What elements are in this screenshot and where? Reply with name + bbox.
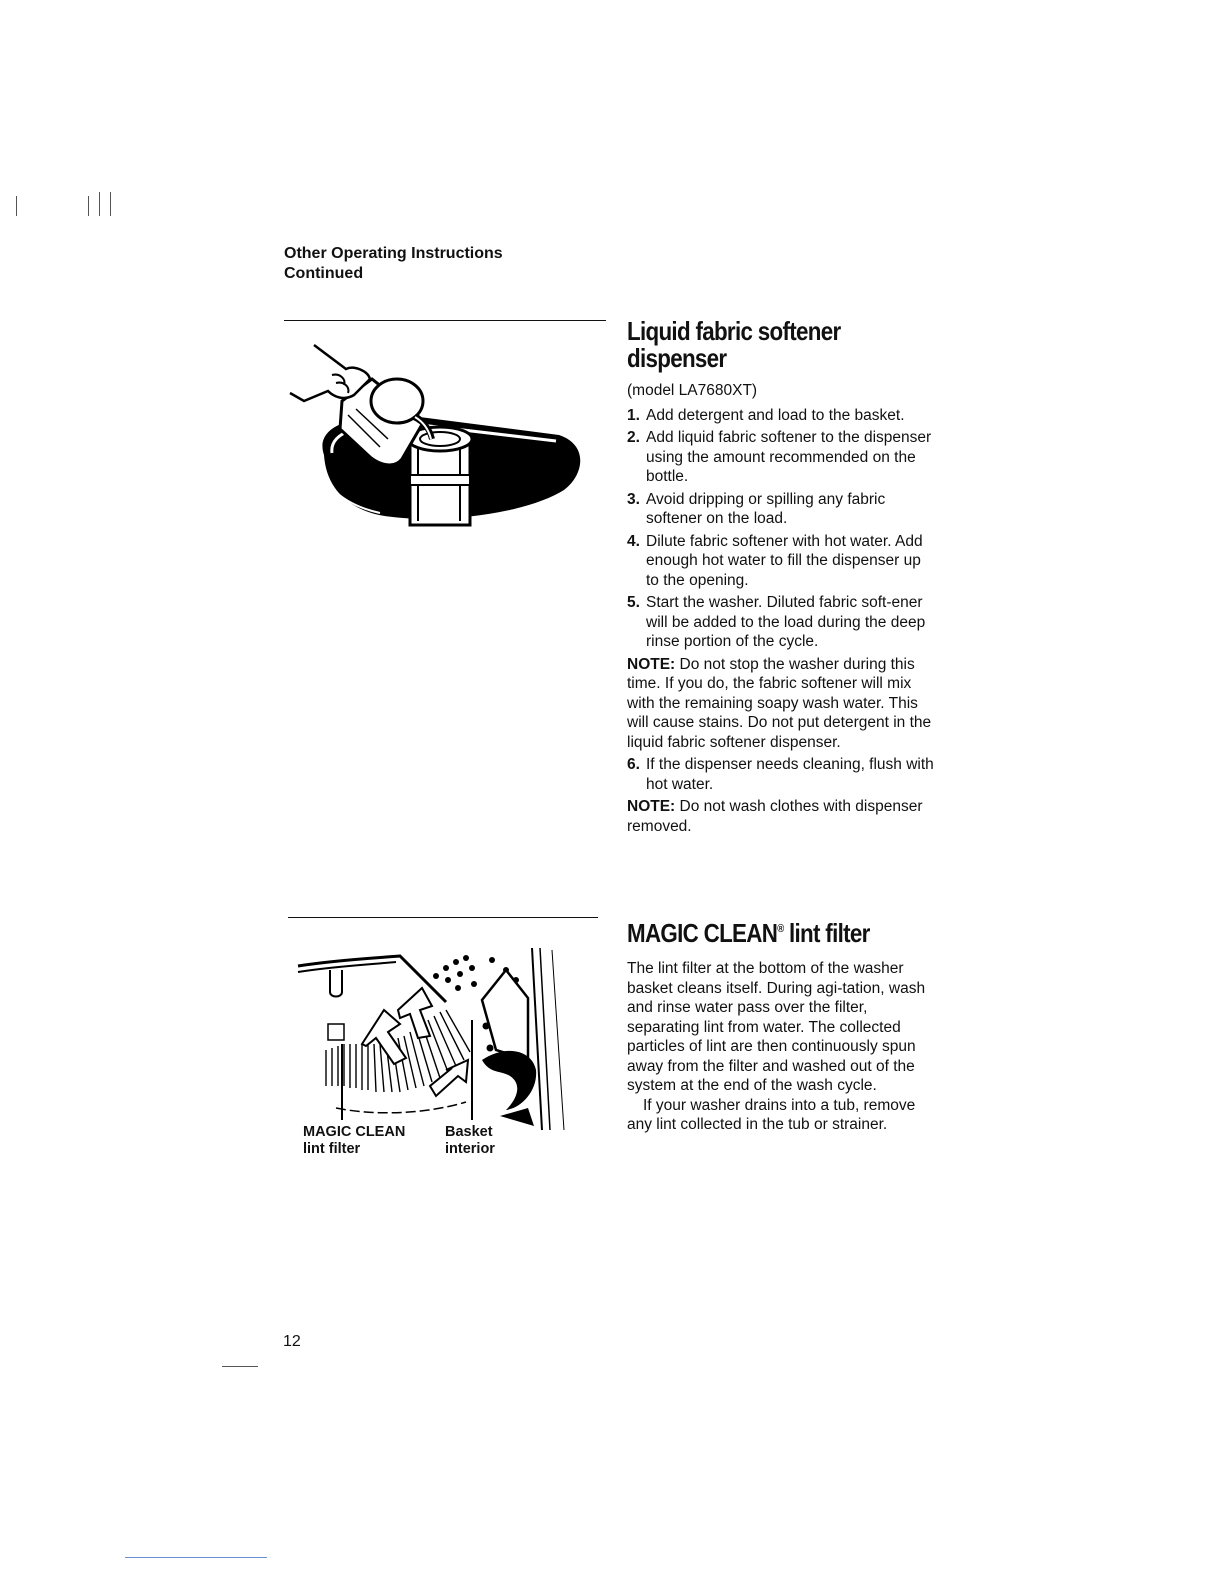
lint-paragraph-2: If your washer drains into a tub, remove any lint collected in the tub or strainer. [627,1096,916,1133]
scan-mark [99,192,100,216]
step-number: 4. [627,532,640,550]
softener-heading [627,318,894,372]
lint-heading [627,916,894,947]
step-text: Add detergent and load to the basket. [646,406,905,424]
divider-rule [284,320,606,321]
softener-heading-line2: dispenser [627,343,727,373]
scan-mark [88,196,89,216]
note-text: Do not stop the washer during this time. If you do, the fabric softener will mix with the remaining soapy wash water. This will cause stains. Do not put detergent in the liquid fabric softener dispenser. [627,655,932,751]
caption-lint-filter-line2: lint filter [303,1141,361,1157]
caption-lint-filter-line1: MAGIC CLEAN [303,1124,406,1140]
lint-heading-rest: lint filter [783,918,870,948]
step-text: Dilute fabric softener with hot water. Add enough hot water to fill the dispenser up to the opening. [646,532,923,589]
step-number: 3. [627,490,640,508]
step-text: Start the washer. Diluted fabric soft-ener will be added to the load during the deep rinse portion of the cycle. [646,594,926,650]
footer-rule [125,1557,267,1558]
note-removed [627,797,937,836]
section-header [284,244,503,284]
note-text: Do not wash clothes with dispenser removed. [627,798,923,835]
step-text: Avoid dripping or spilling any fabric softener on the load. [646,490,886,527]
step-text: Add liquid fabric softener to the dispenser using the amount recommended on the bottle. [646,429,932,485]
scan-mark [110,192,111,216]
caption-basket-line1: Basket [445,1124,493,1140]
lint-filter-section [627,916,937,1135]
caption-basket-line2: interior [445,1141,495,1157]
lint-paragraph-1: The lint filter at the bottom of the washer basket cleans itself. During agi-tation, wash and rinse water pass over the filter, separating lint from water. The collected particles of lint are then continuously spun away from the filter and washed out of the system at the end of the wash cycle. [627,960,926,1094]
step-number: 2. [627,429,640,446]
page-number: 12 [283,1333,301,1350]
note-label: NOTE: [627,655,676,673]
note-warning [627,655,937,753]
scan-mark [16,196,17,216]
pour-softener-illustration [284,335,584,530]
caption-basket-interior [445,1124,495,1158]
registered-mark: ® [777,923,784,935]
softener-steps [627,406,937,652]
softener-heading-line1: Liquid fabric softener [627,316,841,346]
step-item [627,428,937,487]
step-item [627,532,937,591]
step-item [627,490,937,529]
section-header-subtitle: Continued [284,265,364,282]
step-number: 1. [627,406,640,424]
softener-section [627,318,937,836]
step-item [627,755,937,794]
step-item [627,406,937,426]
lint-filter-illustration [296,940,586,1130]
step-number: 5. [627,594,640,611]
model-label: (model LA7680XT) [627,382,758,399]
step-item [627,593,937,652]
page-number-rule [222,1366,258,1367]
lint-heading-brand: MAGIC CLEAN [627,918,778,948]
caption-lint-filter [303,1124,405,1158]
softener-step-six [627,755,937,794]
note-label: NOTE: [627,798,676,815]
step-text: If the dispenser needs cleaning, flush with hot water. [646,756,934,793]
divider-rule [288,917,598,918]
step-number: 6. [627,756,640,773]
section-header-title: Other Operating Instructions [284,245,503,262]
